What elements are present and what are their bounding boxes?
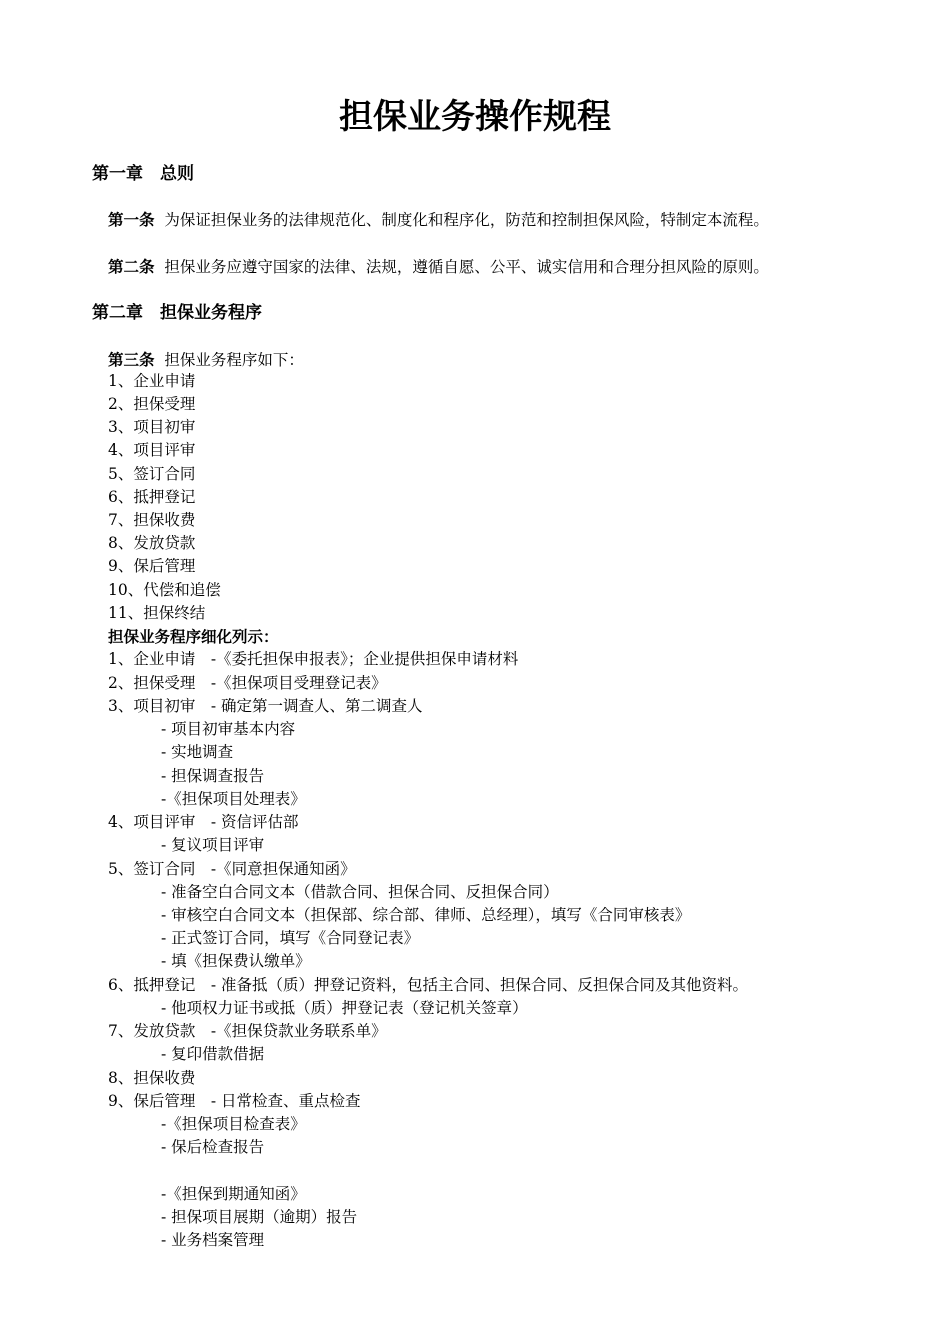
detail-item: 6、抵押登记 - 准备抵（质）押登记资料，包括主合同、担保合同、反担保合同及其他资料。 xyxy=(108,976,749,994)
article-3-label: 第三条 xyxy=(108,350,155,369)
detail-subitem: - 正式签订合同，填写《合同登记表》 xyxy=(161,929,420,947)
detail-subitem: - 复议项目评审 xyxy=(161,836,265,854)
detail-item: 5、签订合同 -《同意担保通知函》 xyxy=(108,860,356,878)
article-2 xyxy=(108,255,769,279)
article-3 xyxy=(108,348,304,372)
step-item: 3、项目初审 xyxy=(108,418,196,436)
detail-subitem: - 担保调查报告 xyxy=(161,767,265,785)
detail-item: 2、担保受理 -《担保项目受理登记表》 xyxy=(108,674,387,692)
step-item: 11、担保终结 xyxy=(108,604,206,622)
detail-subitem: - 保后检查报告 xyxy=(161,1138,265,1156)
detail-subitem: - 项目初审基本内容 xyxy=(161,720,296,738)
article-1 xyxy=(108,208,769,232)
document-title: 担保业务操作规程 xyxy=(339,97,611,137)
detail-subitem: - 实地调查 xyxy=(161,743,234,761)
step-item: 4、项目评审 xyxy=(108,441,196,459)
chapter-2-heading: 第二章 担保业务程序 xyxy=(92,303,262,323)
detail-item: 8、担保收费 xyxy=(108,1069,196,1087)
detail-heading: 担保业务程序细化列示： xyxy=(108,627,279,646)
detail-subitem: -《担保到期通知函》 xyxy=(161,1185,306,1203)
article-2-text: 担保业务应遵守国家的法律、法规，遵循自愿、公平、诚实信用和合理分担风险的原则。 xyxy=(164,258,769,276)
step-item: 6、抵押登记 xyxy=(108,488,196,506)
detail-subitem: - 担保项目展期（逾期）报告 xyxy=(161,1208,358,1226)
detail-subitem: - 审核空白合同文本（担保部、综合部、律师、总经理），填写《合同审核表》 xyxy=(161,906,691,924)
detail-subitem: - 他项权力证书或抵（质）押登记表（登记机关签章） xyxy=(161,999,528,1017)
detail-subitem: - 复印借款借据 xyxy=(161,1045,265,1063)
detail-item: 9、保后管理 - 日常检查、重点检查 xyxy=(108,1092,361,1110)
article-1-label: 第一条 xyxy=(108,210,155,229)
chapter-1-heading: 第一章 总则 xyxy=(92,164,194,184)
step-item: 9、保后管理 xyxy=(108,557,196,575)
article-1-text: 为保证担保业务的法律规范化、制度化和程序化，防范和控制担保风险，特制定本流程。 xyxy=(164,211,769,229)
step-item: 8、发放贷款 xyxy=(108,534,196,552)
detail-item: 1、企业申请 -《委托担保申报表》；企业提供担保申请材料 xyxy=(108,650,519,668)
detail-item: 7、发放贷款 -《担保贷款业务联系单》 xyxy=(108,1022,387,1040)
article-3-text: 担保业务程序如下： xyxy=(164,351,304,369)
detail-subitem: - 业务档案管理 xyxy=(161,1231,265,1249)
article-2-label: 第二条 xyxy=(108,257,155,276)
step-item: 2、担保受理 xyxy=(108,395,196,413)
detail-subitem: -《担保项目检查表》 xyxy=(161,1115,306,1133)
detail-item: 4、项目评审 - 资信评估部 xyxy=(108,813,299,831)
step-item: 5、签订合同 xyxy=(108,465,196,483)
step-item: 10、代偿和追偿 xyxy=(108,581,221,599)
detail-subitem: -《担保项目处理表》 xyxy=(161,790,306,808)
detail-subitem: - 准备空白合同文本（借款合同、担保合同、反担保合同） xyxy=(161,883,559,901)
step-item: 1、企业申请 xyxy=(108,372,196,390)
detail-subitem: - 填《担保费认缴单》 xyxy=(161,952,311,970)
step-item: 7、担保收费 xyxy=(108,511,196,529)
detail-item: 3、项目初审 - 确定第一调查人、第二调查人 xyxy=(108,697,423,715)
